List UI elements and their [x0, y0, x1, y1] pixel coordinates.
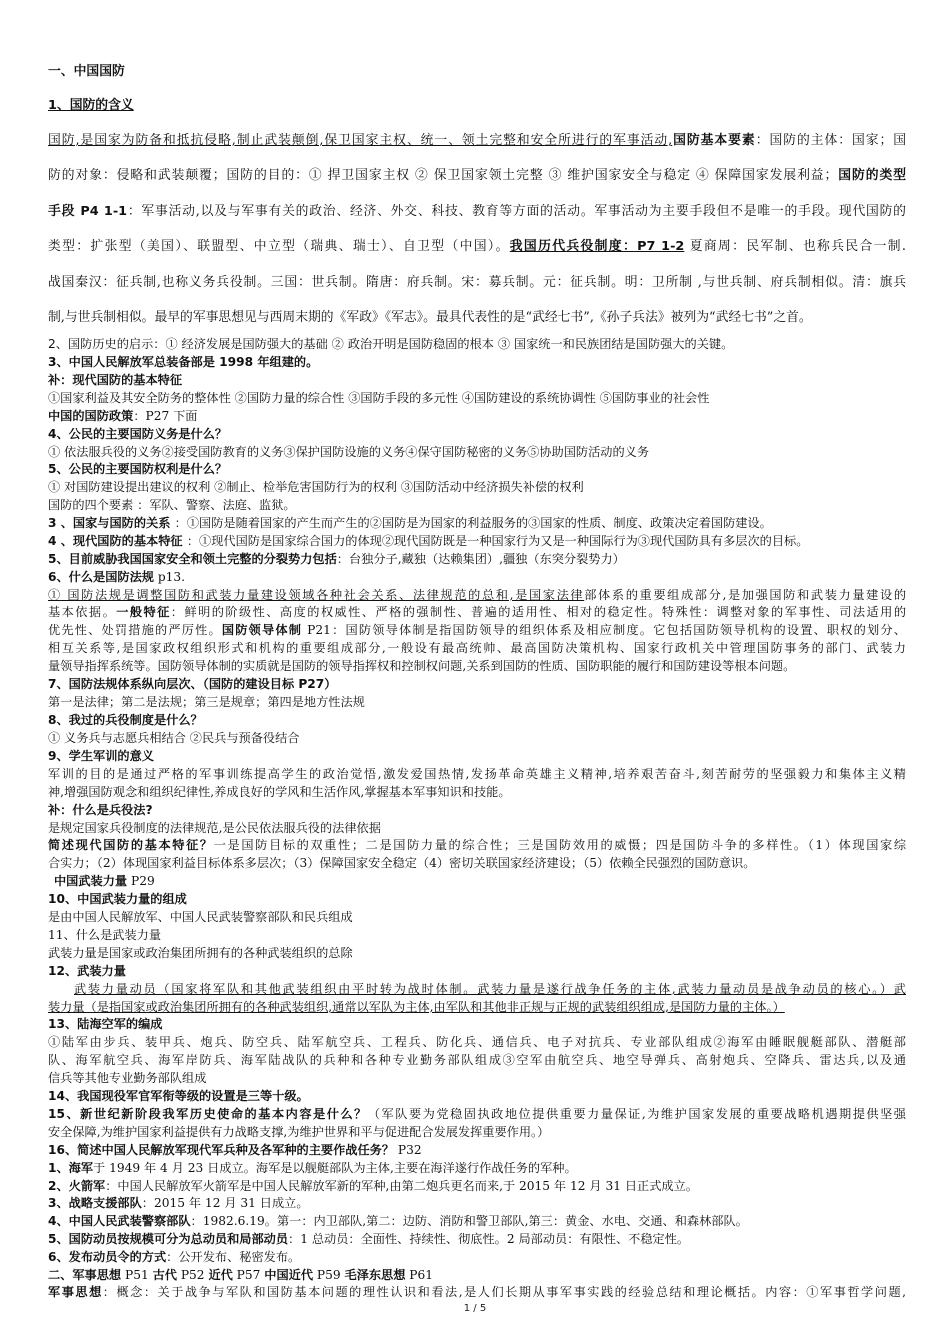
bold-term: 国防领导体制: [221, 623, 303, 637]
paragraph-line: [48, 1106, 906, 1122]
item-text: ：公开发布、秘密发布。: [166, 1250, 301, 1264]
subsection-heading: [54, 873, 155, 889]
paragraph-line: [48, 837, 906, 853]
text-span: 类型：扩张型（美国）、联盟型、中立型（瑞典、瑞士）、自卫型（中国）。: [48, 239, 510, 254]
paragraph-line: [48, 168, 906, 184]
text-span: 防的对象：侵略和武装颠覆；国防的目的：① 捍卫国家主权 ② 保卫国家领土完整 ③ 维护国家安全与稳定 ④ 保障国家发展利益；: [48, 168, 838, 183]
paragraph-line: [48, 604, 906, 620]
answer-text: ① 义务兵与志愿兵相结合 ②民兵与预备役结合: [48, 731, 300, 745]
list-item: [48, 1249, 300, 1265]
text-span: ：概念：关于战争与军队和国防基本问题的理性认识和看法,是人们长期从事军事实践的经验总结和理论概括。内容：①军事哲学问题,: [102, 1285, 907, 1299]
text-span: P57: [232, 1268, 265, 1282]
item-label: 5、国防动员按规模可分为总动员和局部动员: [48, 1232, 289, 1246]
item-label: 中国的国防政策: [48, 409, 134, 423]
bold-term: 国防的类型: [837, 168, 907, 183]
list-item: 3、中国人民解放军总装备部是 1998 年组建的。: [48, 355, 319, 369]
paragraph-line: [48, 1284, 906, 1300]
item-text: 于 1949 年 4 月 23 日成立。海军是以舰艇部队为主体,主要在海洋遂行作战任务的军种。: [93, 1161, 577, 1175]
item-text: ：1982.6.19。第一：内卫部队,第二：边防、消防和警卫部队,第三：黄金、水电、交通、和森林部队。: [190, 1214, 748, 1228]
text-span: ：鲜明的阶级性、高度的权威性、严格的强制性、普遍的适用性、相对的稳定性。特殊性：调整对象的军事性、司法适用的: [170, 605, 907, 619]
item-text: ：①现代国防是国家综合国力的体现②现代国防既是一种国家行为又是一种国际行为③现代国防具有多层次的目标。: [186, 534, 809, 548]
text-span: 基本依据。: [48, 605, 117, 619]
item-text: ：2015 年 12 月 31 日成立。: [141, 1196, 309, 1210]
item-text: ：台独分子,藏独（达赖集团）,疆独（东突分裂势力）: [336, 552, 625, 566]
answer-text: 军训的目的是通过严格的军事训练提高学生的政治觉悟,激发爱国热情,发扬革命英雄主义精神,培养艰苦奋斗,刻苦耐劳的坚强毅力和集体主义精: [48, 767, 906, 781]
text-span: 优先性、处罚措施的严厉性。: [48, 623, 222, 637]
question-heading: 13、陆海空军的编成: [48, 1017, 163, 1031]
bold-term: 中国近代: [264, 1268, 314, 1282]
answer-text: 安全保障,为维护国家利益提供有力战略支撑,为维护世界和平与促进配合发展发挥重要作用。）: [48, 1125, 550, 1139]
text-span: P21：国防领导体制是指国防领导的组织体系及相应制度。它包括国防领导机构的设置、职权的划分、: [302, 623, 906, 637]
paragraph-line: [48, 133, 906, 149]
question-heading: [48, 1142, 422, 1158]
bold-term: 毛泽东思想: [344, 1268, 406, 1282]
list-item: [48, 336, 733, 352]
bold-term: 15、新世纪新阶段我军历史使命的基本内容是什么？: [48, 1107, 368, 1121]
answer-text: 神,增强国防观念和组织纪律性,养成良好的学风和生活作风,掌握基本军事知识和技能。: [48, 785, 511, 799]
item-label: 5、目前威胁我国国家安全和领土完整的分裂势力包括: [48, 552, 337, 566]
paragraph-line: [48, 587, 906, 603]
text-span: P29: [127, 874, 155, 888]
paragraph-line: [48, 239, 906, 255]
bold-term: 简述现代国防的基本特征？: [48, 838, 214, 852]
text-span: P51: [121, 1268, 153, 1282]
question-heading: 14、我国现役军官军衔等级的设置是三等十级。: [48, 1089, 309, 1103]
text-span: P52: [176, 1268, 209, 1282]
item-text: ：①国防是随着国家的产生而产生的②国防是为国家的利益服务的③国家的性质、制度、政策决定着国防建设。: [174, 516, 772, 530]
item-label: 3、战略支援部队: [48, 1196, 142, 1210]
text-span: P59: [313, 1268, 345, 1282]
list-item: 4、公民的主要国防义务是什么？: [48, 427, 228, 441]
item-label: 1、海军: [48, 1161, 94, 1175]
item-label: 6、什么是国防法规: [48, 570, 154, 584]
bold-term: 近代: [208, 1268, 233, 1282]
list-item: [48, 551, 625, 567]
list-item: [48, 1231, 689, 1247]
answer-text: 武装力量动员（国家将军队和其他武装组织由平时转为战时体制。武装力量是遂行战争任务的主体,武装力量动员是战争动员的核心。）武: [74, 982, 906, 996]
section-title-national-defense: 一、中国国防: [48, 64, 125, 79]
list-item: 国防的四个要素 ：军队、警察、法庭、监狱。: [48, 498, 296, 512]
paragraph-line: 制,与世兵制相似。最早的军事思想见与西周末期的《军政》《军志》。最具代表性的是“武经七书”,《孙子兵法》被列为“武经七书”之首。: [48, 310, 812, 325]
paragraph-line: 战国秦汉：征兵制,也称义务兵役制。三国：世兵制。隋唐：府兵制。宋：募兵制。元：征兵制。明：卫所制 ,与世兵制、府兵制相似。清：旗兵: [48, 275, 906, 290]
list-item: [48, 1195, 309, 1211]
answer-text: 队、海军航空兵、海军岸防兵、海军陆战队的兵种和各种专业勤务部队组成③空军由航空兵、地空导弹兵、高射炮兵、空降兵、雷达兵,以及通: [48, 1053, 906, 1067]
bold-term: 古代: [152, 1268, 177, 1282]
answer-text: ①陆军由步兵、装甲兵、炮兵、防空兵、陆军航空兵、工程兵、防化兵、通信兵、电子对抗兵、专业部队组成②海军由睡眠舰艇部队、潜艇部: [48, 1035, 906, 1049]
item-label: 2、国防历史的启示：: [48, 337, 166, 351]
paragraph-line: 合实力；（2）体现国家利益目标体系多层次；（3）保障国家安全稳定（4）密切关联国家经济建设；（5）依赖全民强烈的国防意识。: [48, 856, 756, 870]
paragraph-line: [48, 622, 906, 638]
text-span: 国防,是国家为防备和抵抗侵略,制止武装颠倒,保卫国家主权、统一、领土完整和安全所进行的军事活动,: [48, 133, 673, 148]
list-item: [48, 408, 197, 424]
text-span: （军队要为党稳固执政地位提供重要力量保证,为维护国家发展的重要战略机遇期提供坚强: [367, 1107, 906, 1121]
question-heading: 补：什么是兵役法?: [48, 803, 153, 817]
list-item: 补：现代国防的基本特征: [48, 373, 183, 387]
bold-term: 一般特征: [116, 605, 171, 619]
item-label: 2、火箭军: [48, 1179, 106, 1193]
paragraph-line: 相互关系等,是国家政权组织形式和机构的重要组成部分,一般设有最高统帅、最高国防决策机构、国家行政机关中管理国防事务的部门、武装力: [48, 641, 906, 655]
bold-term: 我国历代兵役制度：P7 1-2: [509, 239, 685, 254]
list-item: [48, 1178, 698, 1194]
list-item: ① 依法服兵役的义务②接受国防教育的义务③保护国防设施的义务④保守国防秘密的义务⑤协助国防活动的义务: [48, 445, 650, 459]
bold-term: 16、简述中国人民解放军现代军兵种及各军种的主要作战任务？: [48, 1143, 395, 1157]
section-title-military-thought: [48, 1267, 433, 1283]
bold-term: 国防基本要素: [672, 133, 756, 148]
question-heading: 8、我过的兵役制度是什么？: [48, 713, 203, 727]
answer-text: 是由中国人民解放军、中国人民武装警察部队和民兵组成: [48, 910, 353, 924]
list-item: ①国家利益及其安全防务的整体性 ②国防力量的综合性 ③国防手段的多元性 ④国防建设的系统协调性 ⑤国防事业的社会性: [48, 391, 710, 405]
item-label: 4 、现代国防的基本特征: [48, 534, 187, 548]
answer-text: 第一是法律；第二是法规；第三是规章；第四是地方性法规: [48, 695, 365, 709]
text-span: 部体系的重要组成部分,是加强国防和武装力量建设的: [584, 588, 907, 602]
paragraph-line: [48, 204, 906, 220]
item-text: ：中国人民解放军火箭军是中国人民解放军新的军种,由第二炮兵更名而来,于 2015 年 12 月 31 日正式成立。: [105, 1179, 698, 1193]
answer-text: 信兵等其他专业勤务部队组成: [48, 1071, 207, 1085]
question-heading: 9、学生军训的意义: [48, 749, 154, 763]
text-span: 一是国防目标的双重性；二是国防力量的综合性；三是国防效用的威慑；四是国防斗争的多样性。（1）体现国家综: [213, 838, 907, 852]
bold-term: 中国武装力量: [54, 874, 128, 888]
bold-term: 二、军事思想: [48, 1268, 122, 1282]
item-label: 6、发布动员令的方式: [48, 1250, 167, 1264]
item-text: ：1 总动员：全面性、持续性、彻底性。2 局部动员：有限性、不稳定性。: [288, 1232, 690, 1246]
answer-text: 装力量（是指国家或政治集团所拥有的各种武装组织,通常以军队为主体,由军队和其他非正规与正规的武装组织组成,是国防力量的主体。）: [48, 1000, 785, 1014]
text-span: ：军事活动,以及与军事有关的政治、经济、外交、科技、教育等方面的活动。军事活动为主要手段但不是唯一的手段。现代国防的: [127, 204, 906, 219]
item-text: ① 经济发展是国防强大的基础 ② 政治开明是国防稳固的根本 ③ 国家统一和民族团结是国防强大的关键。: [165, 337, 734, 351]
question-heading: 12、武装力量: [48, 964, 126, 978]
subheading-defense-meaning: 1、国防的含义: [48, 98, 134, 113]
answer-text: 武装力量是国家或政治集团所拥有的各种武装组织的总除: [48, 946, 353, 960]
text-span: ① 国防法规是调整国防和武装力量建设领域各种社会关系、法律规范的总和,是国家法律: [48, 588, 585, 602]
text-span: 夏商周：民军制、也称兵民合一制.: [684, 239, 906, 254]
page-number: 1 / 5: [463, 1303, 487, 1314]
text-span: P32: [394, 1143, 422, 1157]
list-item: [48, 1160, 577, 1176]
list-item: 5、公民的主要国防权利是什么？: [48, 462, 228, 476]
answer-text: 是规定国家兵役制度的法律规范,是公民依法服兵役的法律依据: [48, 821, 381, 835]
item-label: 4、中国人民武装警察部队: [48, 1214, 191, 1228]
paragraph-line: 量领导指挥系统等。国防领导体制的实质就是国防的领导指挥权和控制权问题,关系到国防的性质、国防职能的履行和国防建设等根本问题。: [48, 659, 796, 673]
bold-term: 手段 P4 1-1: [48, 204, 128, 219]
item-label: 3 、国家与国防的关系: [48, 516, 175, 530]
text-span: ：国防的主体：国家；国: [755, 133, 907, 148]
item-text: ：P27 下面: [133, 409, 198, 423]
list-item: [48, 533, 808, 549]
question-heading: 7、国防法规体系纵向层次、（国防的建设目标 P27）: [48, 677, 337, 691]
list-item: ① 对国防建设提出建议的权利 ②制止、检举危害国防行为的权利 ③国防活动中经济损失补偿的权利: [48, 480, 584, 494]
question-heading: 11、什么是武装力量: [48, 928, 162, 942]
bold-term: 军事思想: [48, 1285, 103, 1299]
text-span: P61: [405, 1268, 434, 1282]
item-text: p13.: [153, 570, 186, 584]
question-heading: 10、中国武装力量的组成: [48, 892, 187, 906]
list-item: [48, 515, 772, 531]
list-item: [48, 1213, 748, 1229]
list-item: [48, 569, 185, 585]
